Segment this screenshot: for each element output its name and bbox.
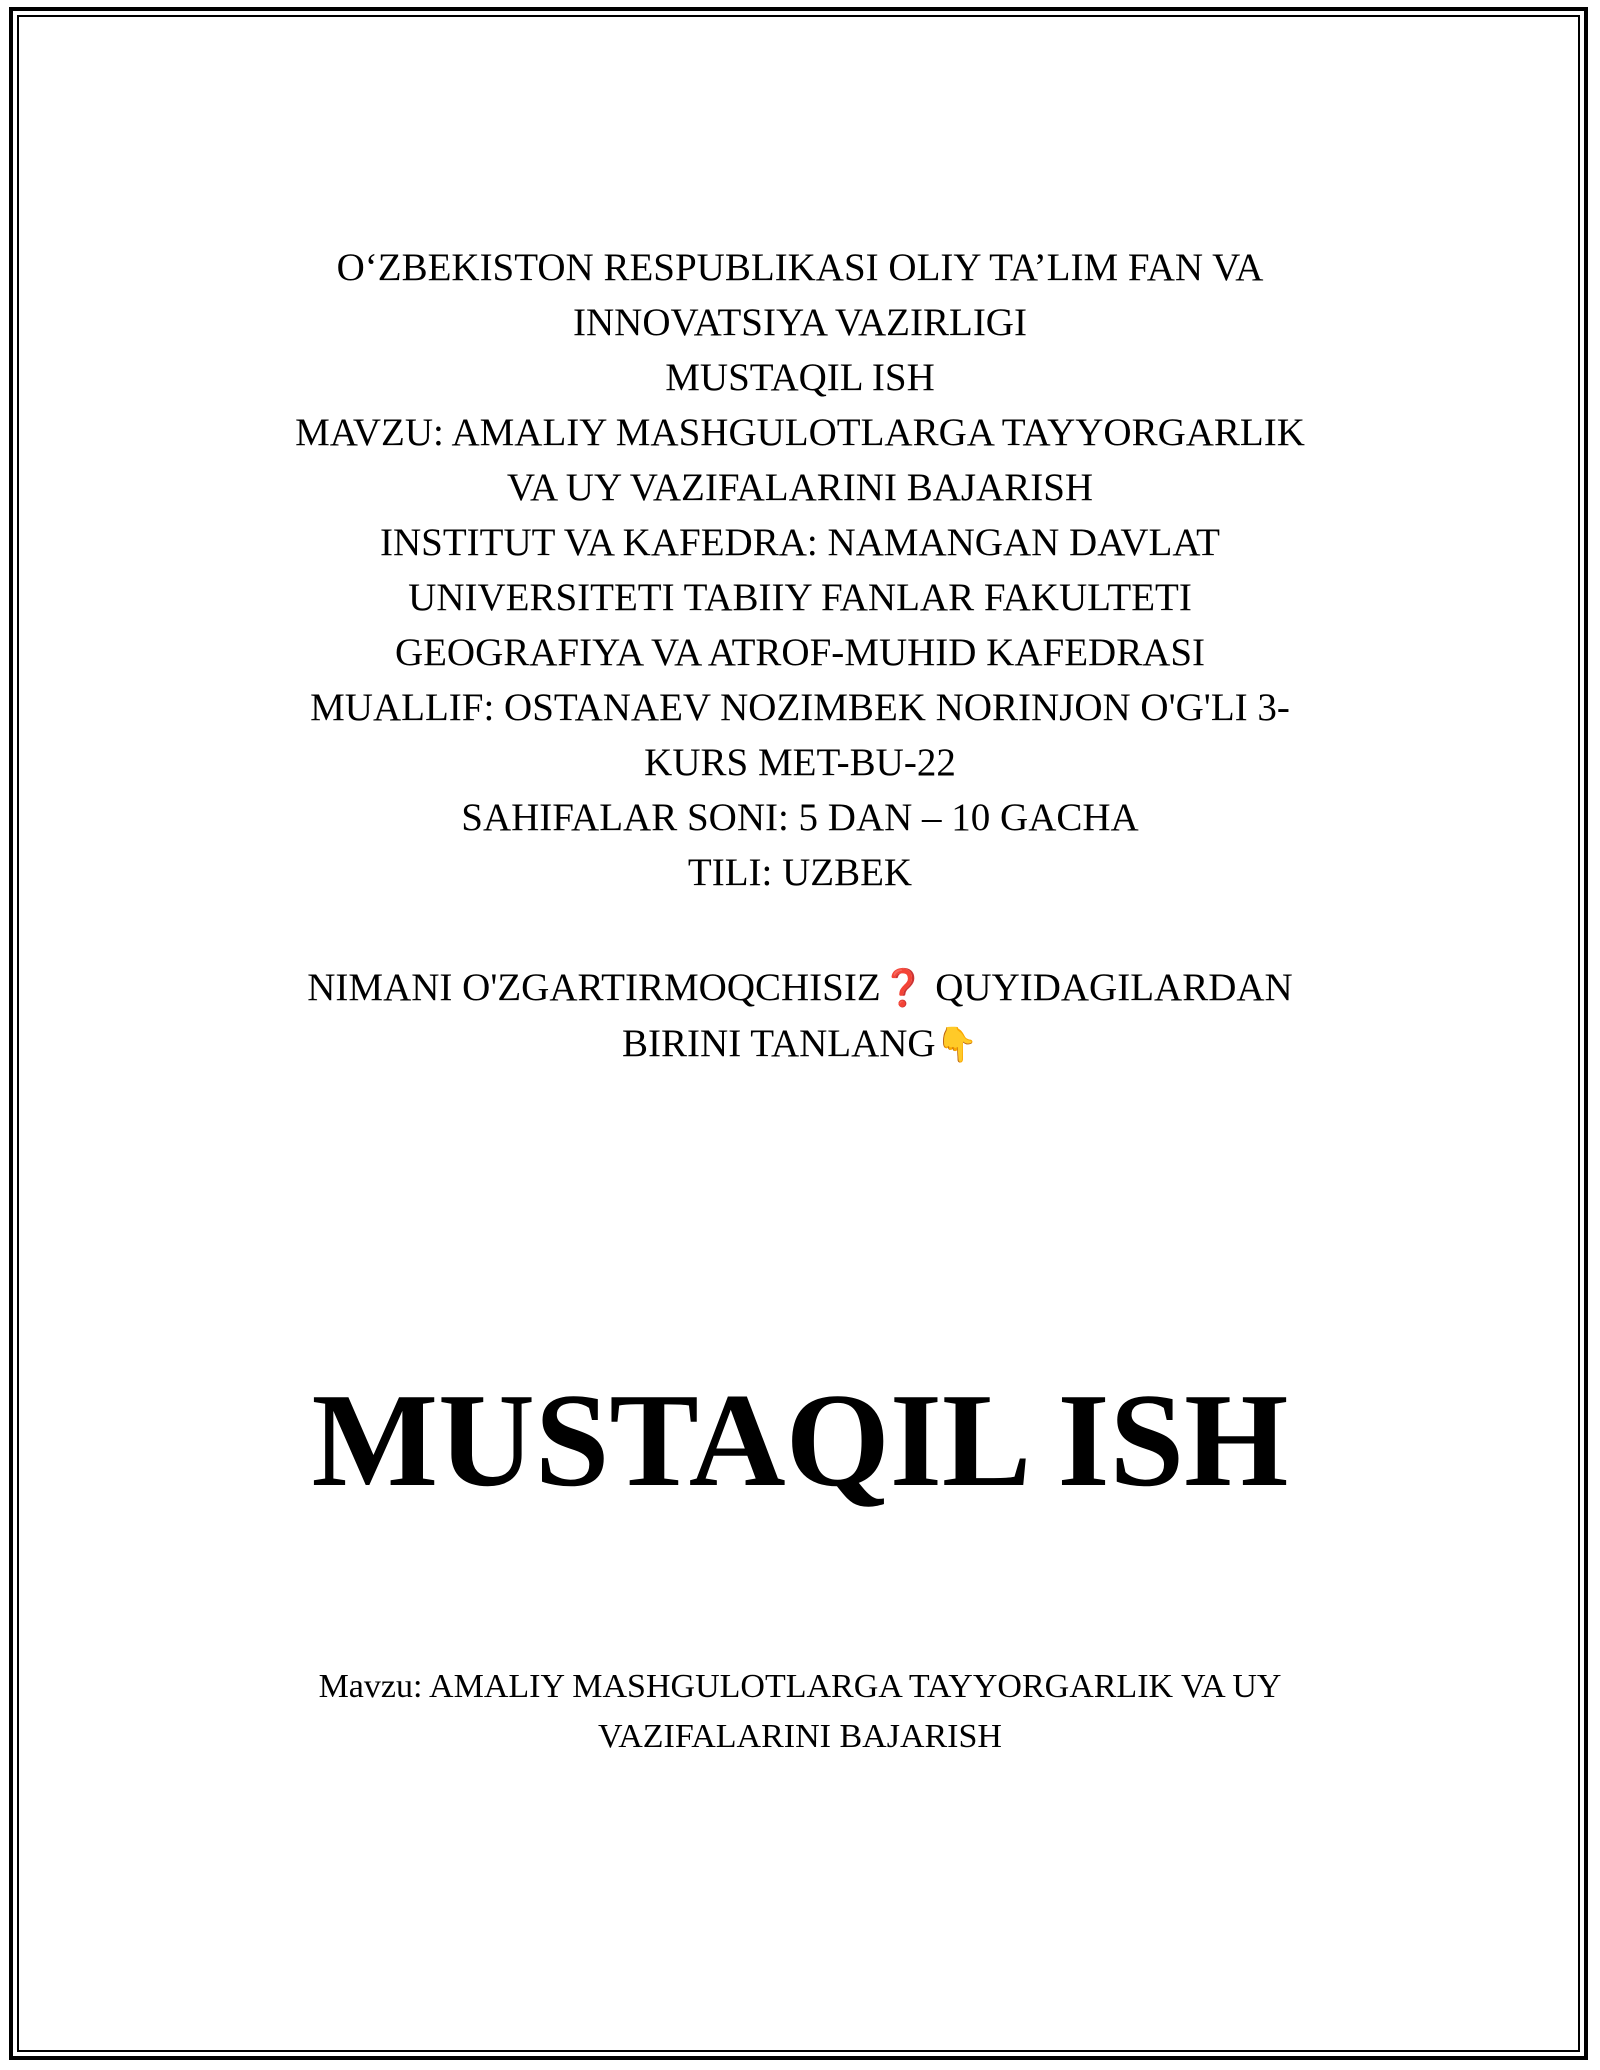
question-line-1 (200, 960, 1400, 1016)
header-line: KURS MET-BU-22 (644, 741, 956, 784)
pointing-down-icon: 👇 (935, 1025, 978, 1065)
header-line: MAVZU: AMALIY MASHGULOTLARGA TAYYORGARLIK (295, 411, 1305, 454)
question-prompt (200, 960, 1400, 1073)
header-line: MUSTAQIL ISH (665, 356, 935, 399)
header-line: INNOVATSIYA VAZIRLIGI (573, 301, 1027, 344)
question-text-line2: BIRINI TANLANG (622, 1022, 936, 1065)
footer-line: VAZIFALARINI BAJARISH (598, 1718, 1002, 1755)
header-line: INSTITUT VA KAFEDRA: NAMANGAN DAVLAT (379, 521, 1220, 564)
header-line: GEOGRAFIYA VA ATROF-MUHID KAFEDRASI (394, 631, 1206, 674)
topic-footer (200, 1662, 1400, 1762)
question-text-before: NIMANI O'ZGARTIRMOQCHISIZ (307, 966, 881, 1009)
question-mark-icon: ❓ (880, 968, 926, 1009)
question-text-after: QUYIDAGILARDAN (925, 966, 1293, 1009)
question-line-2 (200, 1016, 1400, 1073)
header-line: TILI: UZBEK (687, 851, 913, 894)
footer-line: Mavzu: AMALIY MASHGULOTLARGA TAYYORGARLIK VA UY (318, 1668, 1282, 1705)
main-title: MUSTAQIL ISH (311, 1366, 1289, 1514)
header-line: MUALLIF: OSTANAEV NOZIMBEK NORINJON O'G'LI 3- (310, 686, 1290, 729)
title-page-header (200, 240, 1400, 900)
header-line: UNIVERSITETI TABIIY FANLAR FAKULTETI (408, 576, 1192, 619)
header-line: O‘ZBEKISTON RESPUBLIKASI OLIY TA’LIM FAN VA (336, 246, 1264, 289)
header-line: SAHIFALAR SONI: 5 DAN – 10 GACHA (461, 796, 1139, 839)
header-line: VA UY VAZIFALARINI BAJARISH (506, 466, 1094, 509)
